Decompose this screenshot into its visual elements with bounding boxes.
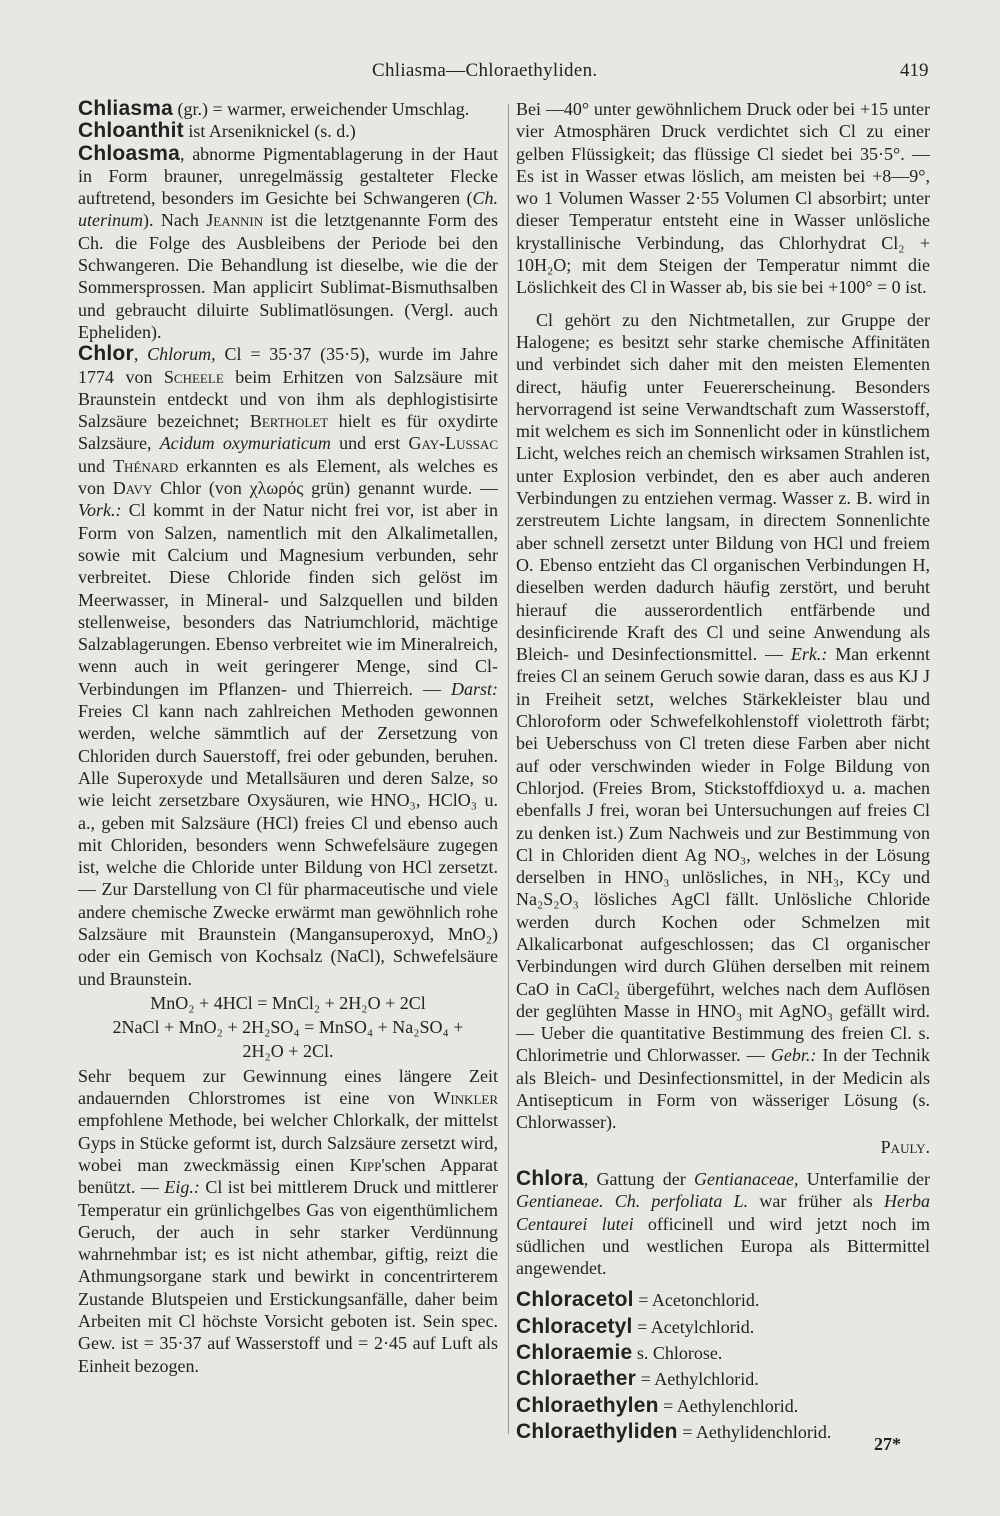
entry-headword: Chloracetyl bbox=[516, 1314, 633, 1338]
page-number: 419 bbox=[900, 60, 929, 81]
entry-headword: Chloraethylen bbox=[516, 1393, 659, 1417]
italic-term: Gentianeae. Ch. perfoliata L. bbox=[516, 1191, 749, 1212]
entry-text: ). Nach bbox=[143, 210, 207, 231]
entry-text: Cl kommt in der Natur nicht frei vor, ist aber in Form von Salzen, namentlich mit den Alkalimetallen, sowie mit Calcium und Magnesium verbunden, sehr verbreitet. Diese Chloride finden sich gelöst im Meerwasser, in Mineral- und Salzquellen und bilden stellenweise, besonders das Natriumchlorid, mächtige Salzablagerungen. Ebenso verbreitet wie im Mineralreich, wenn auch in weit geringerer Menge, sind Cl-Verbindungen im Pflanzen- und Thierreich. — bbox=[78, 500, 498, 699]
entry-chliasma bbox=[78, 98, 498, 120]
entry-text: = Acetylchlorid. bbox=[632, 1316, 755, 1337]
entry-text: = Aethylidenchlorid. bbox=[677, 1421, 832, 1442]
author-name: Scheele bbox=[163, 366, 224, 387]
italic-term: Acidum oxymuriaticum bbox=[159, 433, 331, 454]
entry-chloraemie bbox=[516, 1342, 930, 1364]
entry-chloraether bbox=[516, 1368, 930, 1390]
italic-term: Erk.: bbox=[790, 644, 828, 665]
entry-headword: Chloanthit bbox=[78, 119, 184, 143]
author-name: Kipp bbox=[349, 1154, 382, 1175]
entry-headword: Chlor bbox=[78, 342, 134, 366]
author-signature: Pauly. bbox=[880, 1136, 930, 1157]
entry-headword: Chloasma bbox=[78, 141, 180, 165]
author-name: Jeannin bbox=[206, 210, 264, 231]
entry-text: Sehr bequem zur Gewinnung eines längere Zeit andauernden Chlorstromes ist eine von bbox=[78, 1065, 498, 1109]
entry-text: erkannten es als Element, als welches es von bbox=[78, 455, 499, 499]
author-name: Bertholet bbox=[249, 411, 329, 432]
entry-chlor bbox=[78, 343, 498, 990]
entry-text: officinell und wird jetzt noch im südlichen und westlichen Europa als Bittermittel angewendet. bbox=[516, 1213, 930, 1279]
entry-text: ist Arseniknickel (s. d.) bbox=[183, 121, 356, 142]
entry-text: und bbox=[78, 455, 114, 476]
entry-text: empfohlene Methode, bei welcher Chlorkalk, der mittelst Gyps in Stücke geformt ist, durch Salzsäure zersetzt wird, wobei man zweckmässig einen bbox=[78, 1110, 498, 1175]
entry-text: , bbox=[133, 344, 148, 365]
entry-text: In der Technik als Bleich- und Desinfectionsmittel, in der Medicin als Antisepticum in Form von wässeriger Lösung (s. Chlorwasser). bbox=[516, 1045, 930, 1133]
entry-headword: Chloraethyliden bbox=[516, 1419, 678, 1443]
entry-text: s. Chlorose. bbox=[632, 1343, 723, 1364]
cross-reference-list bbox=[516, 1289, 930, 1443]
italic-term: Herba Centaurei lutei bbox=[516, 1191, 930, 1234]
author-name: Thénard bbox=[113, 455, 179, 476]
entry-text: Man erkennt freies Cl an seinem Geruch sowie daran, dass es aus KJ J in Freiheit setzt, welches Stärkekleister blau und Chloroform oder Schwefelkohlenstoff violettroth färbt; bei Ueberschuss von Cl treten diese Farben aber nicht auf oder verschwinden wieder in Folge Bildung von Chlorjod. (Freies Brom, Stickstoffdioxyd u. a. machen ebenfalls J frei, woran bei Untersuchungen auf freies Cl zu denken ist.) Zum Nachweis und zur Bestimmung von Cl in Chloriden dient Ag NO₃, welches in der Lösung derselben in HNO₃ unlösliches, in NH₃, KCy und Na₂S₂O₃ lösliches AgCl fällt. Unlösliche Chloride werden durch Kochen oder Schmelzen mit Alkalicarbonat aufgeschlossen; das Cl organischer Verbindungen wird durch Glühen derselben mit reinem CaO in CaCl₂ übergeführt, welches nach dem Auflösen der geglühten Masse in HNO₃ mit AgNO₃ gefällt wird. — Ueber die quantitative Bestimmung des freien Cl. s. Chlorimetrie und Chlorwasser. — bbox=[516, 644, 931, 1066]
italic-term: Vork.: bbox=[78, 500, 122, 521]
italic-term: Eig.: bbox=[164, 1177, 200, 1198]
chlor-chemistry bbox=[516, 309, 930, 1134]
entry-text: beim Erhitzen von Salzsäure mit Braunstein entdeckt und von ihm als dephlogistisirte Salzsäure bezeichnet; bbox=[78, 366, 498, 432]
entry-chloracetyl bbox=[516, 1316, 930, 1338]
entry-text: Unterfamilie der bbox=[798, 1168, 930, 1189]
entry-text: Cl = 35·37 (35·5), wurde im Jahre 1774 von bbox=[78, 344, 498, 387]
running-head bbox=[0, 54, 1000, 88]
italic-term: Ch. uterinum bbox=[78, 188, 498, 231]
entry-text: = Aethylchlorid. bbox=[636, 1369, 759, 1390]
entry-text: hielt es für oxydirte Salzsäure, bbox=[78, 411, 498, 454]
entry-chloraethylen bbox=[516, 1395, 930, 1417]
entry-text: , abnorme Pigmentablagerung in der Haut in Form brauner, unregelmässig gestalteter Flecke auftretend, besonders im Gesichte bei Schwangeren ( bbox=[78, 143, 498, 209]
left-column bbox=[78, 98, 498, 1377]
entry-headword: Chloraether bbox=[516, 1367, 637, 1391]
running-head-title: Chliasma—Chloraethyliden. bbox=[372, 60, 598, 81]
entry-text: war früher als bbox=[748, 1191, 884, 1212]
chemical-formula: 2H₂O + 2Cl. bbox=[242, 1041, 334, 1062]
entry-text: Cl ist bei mittlerem Druck und mittlerer Temperatur ein grünlichgelbes Gas von eigenthümlichem Geruch, der auch in sehr starker Verdünnung wahrnehmbar ist; es ist nicht athembar, giftig, reizt die Athmungsorgane stark und bewirkt in concentrirterem Zustande Blutspeien und Erstickungsanfälle, daher beim Arbeiten mit Cl höchste Vorsicht geboten ist. Sein spec. Gew. ist = 35·37 auf Wasserstoff und = 2·45 auf Luft als Einheit bezogen. bbox=[78, 1177, 498, 1376]
entry-chlora bbox=[516, 1168, 930, 1279]
entry-text: ist die letztgenannte Form des Ch. die Folge des Ausbleibens der Periode bei den Schwangeren. Die Behandlung ist dieselbe, wie die der Sommersprossen. Man applicirt Sublimat-Bismuthsalben und gebraucht diluirte Sublimatlösungen. (Vergl. auch Epheliden). bbox=[78, 210, 498, 342]
entry-headword: Chloraemie bbox=[516, 1341, 633, 1365]
italic-term: Gebr.: bbox=[770, 1045, 817, 1066]
entry-chloracetol bbox=[516, 1289, 930, 1311]
entry-headword: Chliasma bbox=[78, 97, 173, 120]
entry-chloraethyliden bbox=[516, 1421, 930, 1443]
entry-text: Cl gehört zu den Nichtmetallen, zur Gruppe der Halogene; es besitzt sehr starke chemische Affinitäten und verbindet sich daher mit den meisten Elementen direct, häufig unter Feuererscheinung. Besonders hervorragend ist seine Verwandtschaft zum Wasserstoff, mit welchem es sich im Sonnenlicht oder in künstlichem Licht, welches reich an chemisch wirksamen Strahlen ist, unter Explosion verbindet, den es aber auch anderen Verbindungen zu entziehen vermag. Wasser z. B. wird in zerstreutem Lichte langsam, in directem Sonnenlichte aber schnell zersetzt unter Bildung von HCl und freiem O. Ebenso entzieht das Cl organischen Verbindungen H, dieselben werden dadurch häufig zerstört, und beruht hierauf die ausserordentlich entfärbende und desinficirende Kraft des Cl und seine Anwendung als Bleich- und Desinfectionsmittel. — bbox=[516, 309, 930, 665]
entry-text: = Aethylenchlorid. bbox=[658, 1395, 799, 1416]
entry-text: 'schen Apparat benützt. — bbox=[78, 1154, 498, 1198]
italic-term: Darst: bbox=[450, 678, 498, 699]
author-name: Gay-Lussac bbox=[408, 433, 498, 454]
author-name: Winkler bbox=[433, 1088, 498, 1109]
author-name: Davy bbox=[112, 478, 153, 499]
entry-text: , Gattung der bbox=[583, 1168, 695, 1189]
chemical-formula: MnO₂ + 4HCl = MnCl₂ + 2H₂O + 2Cl bbox=[150, 992, 426, 1013]
chlor-continuation bbox=[78, 1065, 498, 1377]
right-column bbox=[516, 98, 930, 1443]
entry-text: Freies Cl kann nach zahlreichen Methoden gewonnen werden, welche sämmtlich auf der Zersetzung von Chloriden durch Sauerstoff, frei oder gebunden, beruhen. Alle Superoxyde und Metallsäuren und deren Salze, so wie leicht zersetzbare Oxysäuren, wie HNO₃, HClO₃ u. a., geben mit Salzsäure (HCl) freies Cl und ebenso auch mit Chloriden, besonders wenn Schwefelsäure zugegen ist, welche die Chloride unter Bildung von HCl zersetzt. — Zur Darstellung von Cl für pharmaceutische und viele andere chemische Zwecke erwärmt man gewöhnlich rohe Salzsäure mit Braunstein (Mangansuperoxyd, MnO₂) oder ein Gemisch von Kochsalz (NaCl), Schwefelsäure und Braunstein. bbox=[78, 701, 498, 989]
column-divider bbox=[508, 104, 509, 1434]
entry-text: und erst bbox=[330, 433, 409, 454]
entry-text: Chlor (von χλωρός grün) genannt wurde. — bbox=[152, 478, 498, 499]
entry-headword: Chloracetol bbox=[516, 1288, 634, 1312]
entry-text: = Acetonchlorid. bbox=[633, 1290, 760, 1311]
chemical-formula: 2NaCl + MnO₂ + 2H₂SO₄ = MnSO₄ + Na₂SO₄ + bbox=[112, 1017, 464, 1038]
italic-term: Chlorum, bbox=[147, 344, 216, 365]
italic-term: Gentianaceae, bbox=[694, 1168, 799, 1189]
signature-mark: 27* bbox=[874, 1434, 901, 1454]
entry-chloasma bbox=[78, 143, 498, 344]
entry-headword: Chlora bbox=[516, 1166, 584, 1190]
entry-chloanthit bbox=[78, 120, 498, 142]
chlor-properties: Bei —40° unter gewöhnlichem Druck oder bei +15 unter vier Atmosphären Druck verdichtet sich Cl zu einer gelben Flüssigkeit; das flüssige Cl siedet bei 35·5°. — Es ist in Wasser etwas löslich, am meisten bei +8—9°, wo 1 Volumen Wasser 2·55 Volumen Cl absorbirt; unter dieser Temperatur entsteht eine in Wasser unlösliche krystallinische Verbindung, das Chlorhydrat Cl₂ + 10H₂O; mit dem Steigen der Temperatur nimmt die Löslichkeit des Cl in Wasser ab, bis sie bei +100° = 0 ist. bbox=[516, 99, 930, 298]
entry-text: (gr.) = warmer, erweichender Umschlag. bbox=[172, 99, 470, 119]
